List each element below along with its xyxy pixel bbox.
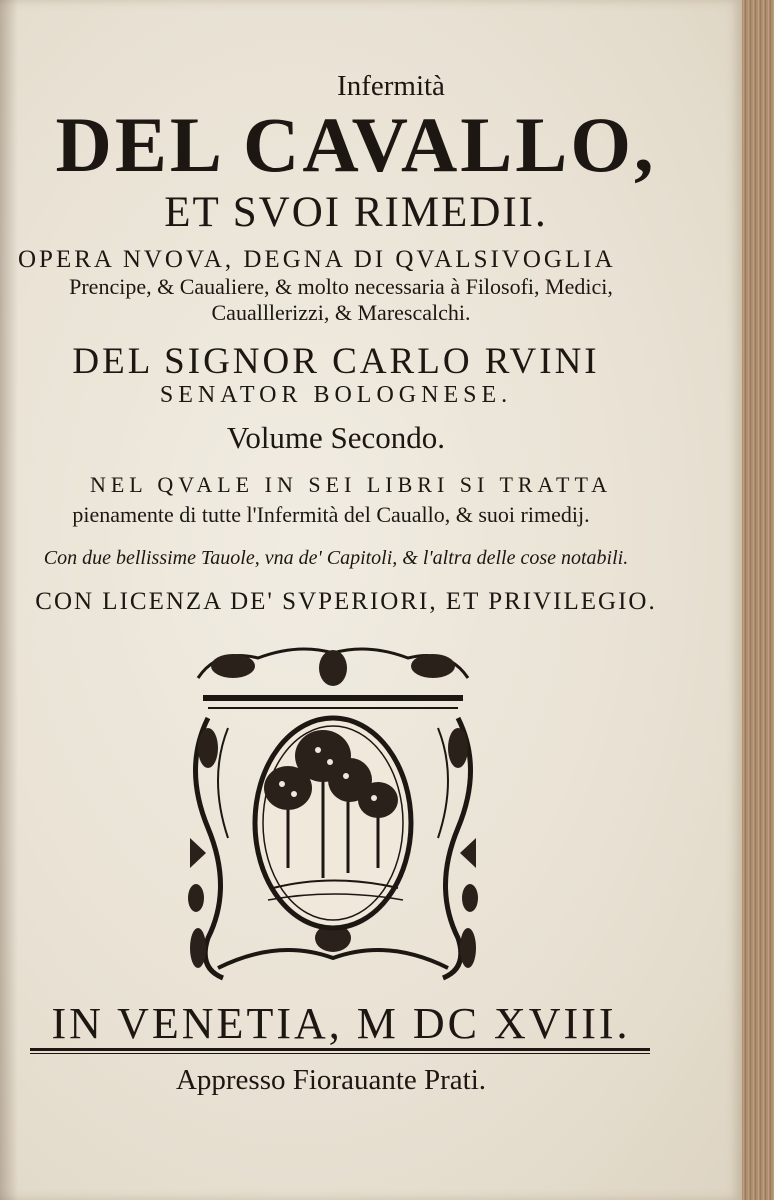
- description-line-1: OPERA NVOVA, DEGNA DI QVALSIVOGLIA: [18, 246, 616, 273]
- contents-line-1: NEL QVALE IN SEI LIBRI SI TRATTA: [89, 472, 613, 497]
- imprint-rule: [30, 1048, 650, 1051]
- main-title: DEL CAVALLO,: [55, 101, 657, 188]
- tables-note: Con due bellissime Tauole, vna de' Capitoli, & l'altra delle cose notabili.: [43, 547, 629, 569]
- volume-label: Volume Secondo.: [226, 420, 446, 455]
- subtitle: ET SVOI RIMEDII.: [164, 189, 548, 236]
- author-name: DEL SIGNOR CARLO RVINI: [72, 341, 600, 382]
- description-line-3: Caualllerizzi, & Marescalchi.: [211, 300, 471, 325]
- imprint-rule-thin: [30, 1053, 650, 1054]
- license-line: CON LICENZA DE' SVPERIORI, ET PRIVILEGIO.: [35, 588, 657, 615]
- printers-device-woodcut: [178, 638, 488, 988]
- contents-line-2: pienamente di tutte l'Infermità del Cauallo, & suoi rimedij.: [72, 502, 590, 527]
- page-edges: [742, 0, 774, 1200]
- imprint-place-date: IN VENETIA, M DC XVIII.: [51, 999, 631, 1048]
- description-line-2: Prencipe, & Caualiere, & molto necessaria à Filosofi, Medici,: [69, 274, 613, 299]
- author-title: SENATOR BOLOGNESE.: [159, 382, 513, 408]
- printer-name: Appresso Fiorauante Prati.: [175, 1064, 487, 1096]
- title-line-infermita: Infermità: [337, 70, 445, 102]
